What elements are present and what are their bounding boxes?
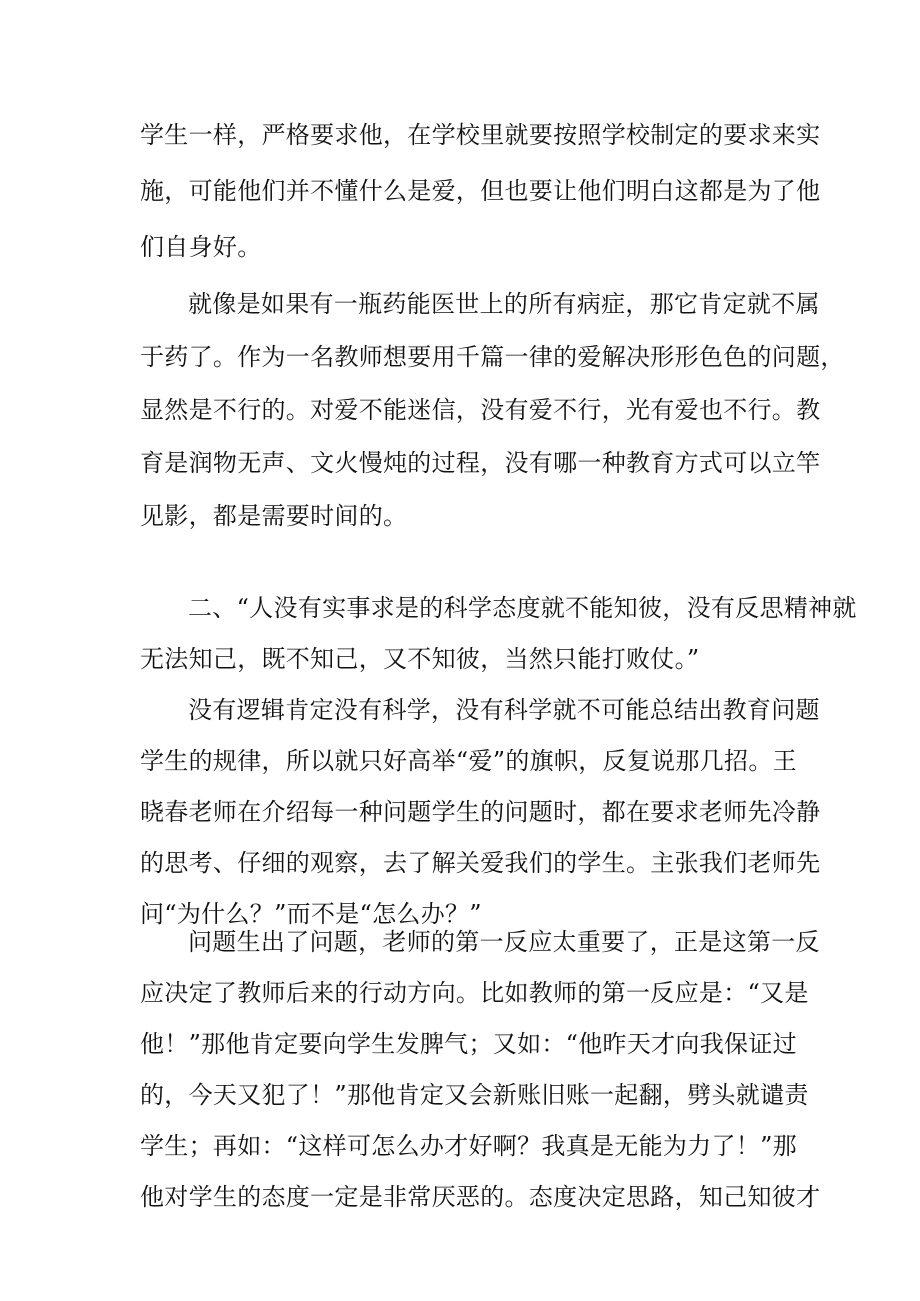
text-line: 二、“人没有实事求是的科学态度就不能知彼，没有反思精神就 <box>188 594 857 622</box>
text-line: 育是润物无声、文火慢炖的过程，没有哪一种教育方式可以立竿 <box>140 449 821 477</box>
paragraph-1 <box>140 119 821 264</box>
text-line: 的思考、仔细的观察，去了解关爱我们的学生。主张我们老师先 <box>140 849 821 877</box>
text-line: 学生的规律，所以就只好高举“爱”的旗帜，反复说那几招。王 <box>140 747 797 775</box>
text-line: 就像是如果有一瓶药能医世上的所有病症，那它肯定就不属 <box>188 290 820 318</box>
text-line: 显然是不行的。对爱不能迷信，没有爱不行，光有爱也不行。教 <box>140 396 821 424</box>
text-line: 应决定了教师后来的行动方向。比如教师的第一反应是：“又是 <box>140 979 809 1007</box>
text-line: 问“为什么？”而不是“怎么办？” <box>140 900 482 928</box>
text-line: 施，可能他们并不懂什么是爱，但也要让他们明白这都是为了他 <box>140 177 821 205</box>
paragraph-3-heading <box>140 592 857 676</box>
text-line: 们自身好。 <box>140 233 262 261</box>
paragraph-4 <box>140 694 821 931</box>
text-line: 于药了。作为一名教师想要用千篇一律的爱解决形形色色的问题， <box>140 343 845 371</box>
text-line: 见影，都是需要时间的。 <box>140 502 408 530</box>
text-line: 他！”那他肯定要向学生发脾气；又如：“他昨天才向我保证过 <box>140 1030 797 1058</box>
text-line: 学生；再如：“这样可怎么办才好啊？我真是无能为力了！”那 <box>140 1132 797 1160</box>
text-line: 晓春老师在介绍每一种问题学生的问题时，都在要求老师先冷静 <box>140 798 821 826</box>
text-line: 学生一样，严格要求他，在学校里就要按照学校制定的要求来实 <box>140 121 821 149</box>
text-line: 问题生出了问题，老师的第一反应太重要了，正是这第一反 <box>188 928 820 956</box>
text-line: 没有逻辑肯定没有科学，没有科学就不可能总结出教育问题 <box>188 696 820 724</box>
text-line: 的，今天又犯了！”那他肯定又会新账旧账一起翻，劈头就谴责 <box>140 1081 809 1109</box>
text-line: 无法知己，既不知己，又不知彼，当然只能打败仗。” <box>140 645 700 673</box>
paragraph-2 <box>140 288 845 533</box>
paragraph-5 <box>140 926 821 1214</box>
text-line: 他对学生的态度一定是非常厌恶的。态度决定思路，知己知彼才 <box>140 1183 821 1211</box>
